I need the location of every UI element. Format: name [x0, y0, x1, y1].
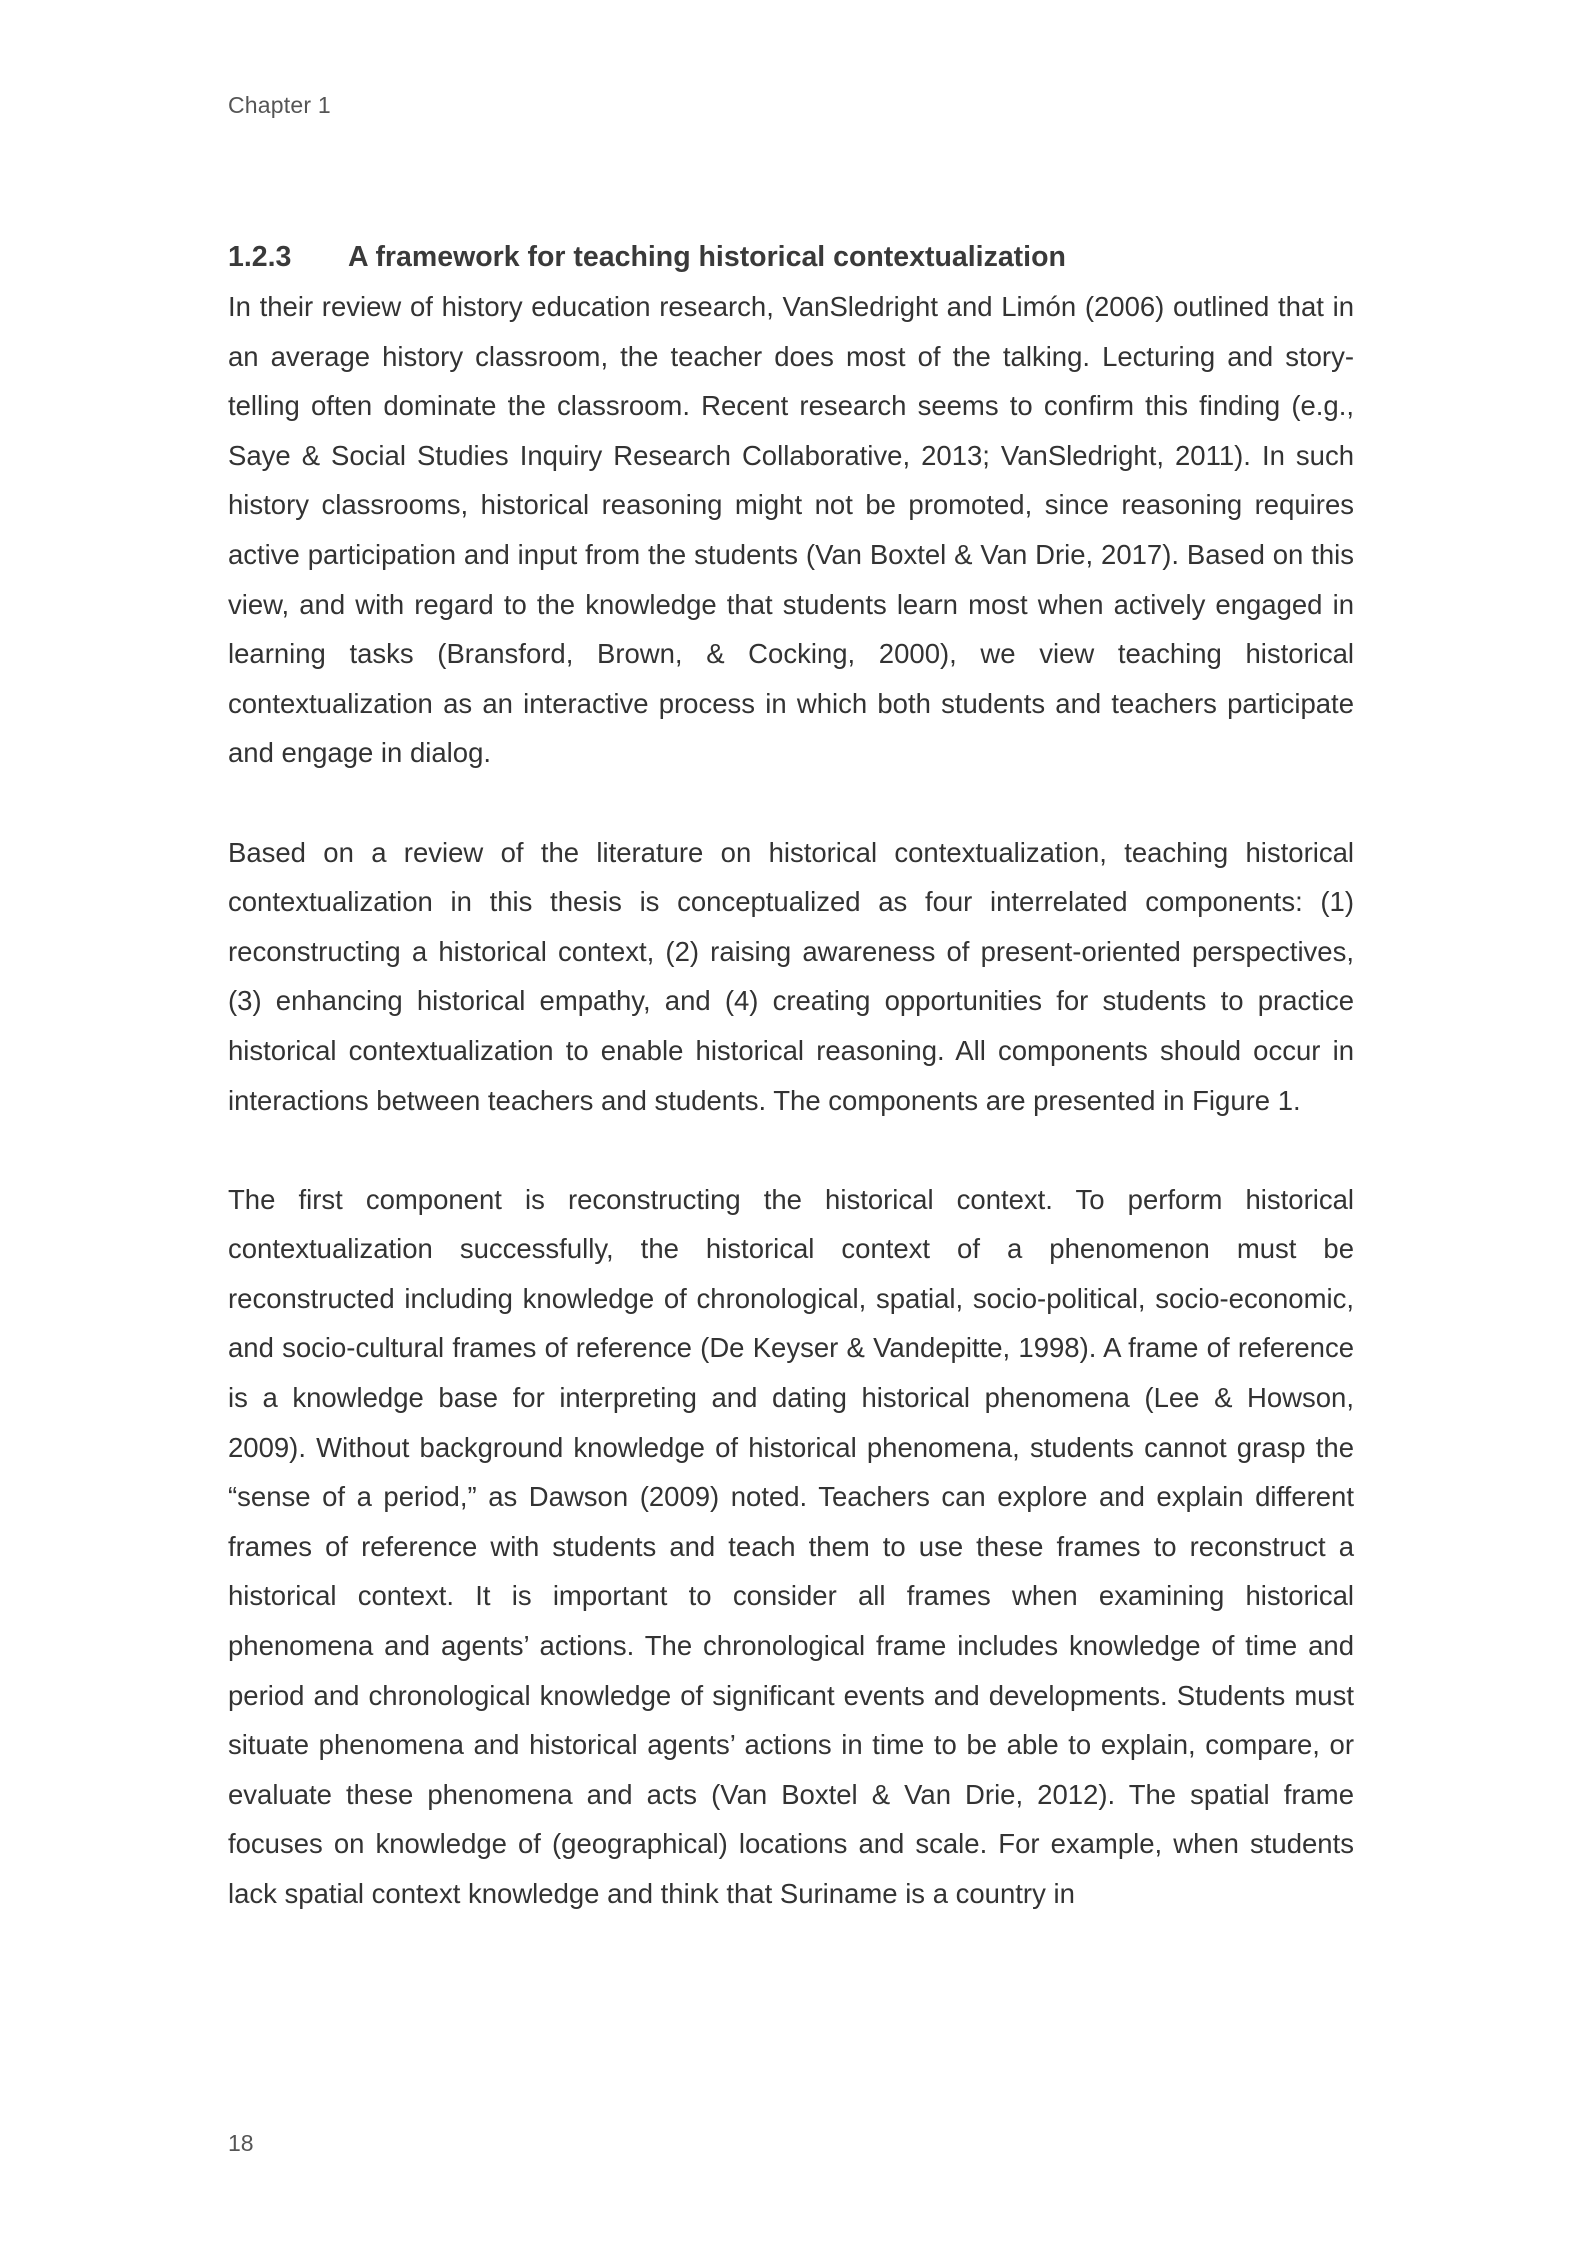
section-number: 1.2.3	[228, 241, 292, 273]
page-number: 18	[228, 2130, 254, 2156]
section-heading	[228, 236, 1354, 278]
running-header: Chapter 1	[228, 92, 331, 118]
section-title: A framework for teaching historical contextualization	[348, 241, 1066, 273]
paragraph-3: The first component is reconstructing the historical context. To perform historical contextualization successfully, the historical context of a phenomenon must be reconstructed including knowledge of chronological, spatial, socio-political, socio-economic, and socio-cultural frames of reference (De Keyser & Vandepitte, 1998). A frame of reference is a knowledge base for interpreting and dating historical phenomena (Lee & Howson, 2009). Without background knowledge of historical phenomena, students cannot grasp the “sense of a period,” as Dawson (2009) noted. Teachers can explore and explain different frames of reference with students and teach them to use these frames to reconstruct a historical context. It is important to consider all frames when examining historical phenomena and agents’ actions. The chronological frame includes knowledge of time and period and chronological knowledge of significant events and developments. Students must situate phenomena and historical agents’ actions in time to be able to explain, compare, or evaluate these phenomena and acts (Van Boxtel & Van Drie, 2012). The spatial frame focuses on knowledge of (geographical) locations and scale. For example, when students lack spatial context knowledge and think that Suriname is a country in	[228, 1183, 1354, 1909]
paragraph-1: In their review of history education research, VanSledright and Limón (2006) outlined that in an average history classroom, the teacher does most of the talking. Lecturing and story-telling often dominate the classroom. Recent research seems to confirm this finding (e.g., Saye & Social Studies Inquiry Research Collaborative, 2013; VanSledright, 2011). In such history classrooms, historical reasoning might not be promoted, since reasoning requires active participation and input from the students (Van Boxtel & Van Drie, 2017). Based on this view, and with regard to the knowledge that students learn most when actively engaged in learning tasks (Bransford, Brown, & Cocking, 2000), we view teaching historical contextualization as an interactive process in which both students and teachers participate and engage in dialog.	[228, 291, 1354, 769]
paragraph-2: Based on a review of the literature on historical contextualization, teaching historical contextualization in this thesis is conceptualized as four interrelated components: (1) reconstructing a historical context, (2) raising awareness of present-oriented perspectives, (3) enhancing historical empathy, and (4) creating opportunities for students to practice historical contextualization to enable historical reasoning. All components should occur in interactions between teachers and students. The components are presented in Figure 1.	[228, 836, 1354, 1116]
main-content	[228, 236, 1354, 1919]
